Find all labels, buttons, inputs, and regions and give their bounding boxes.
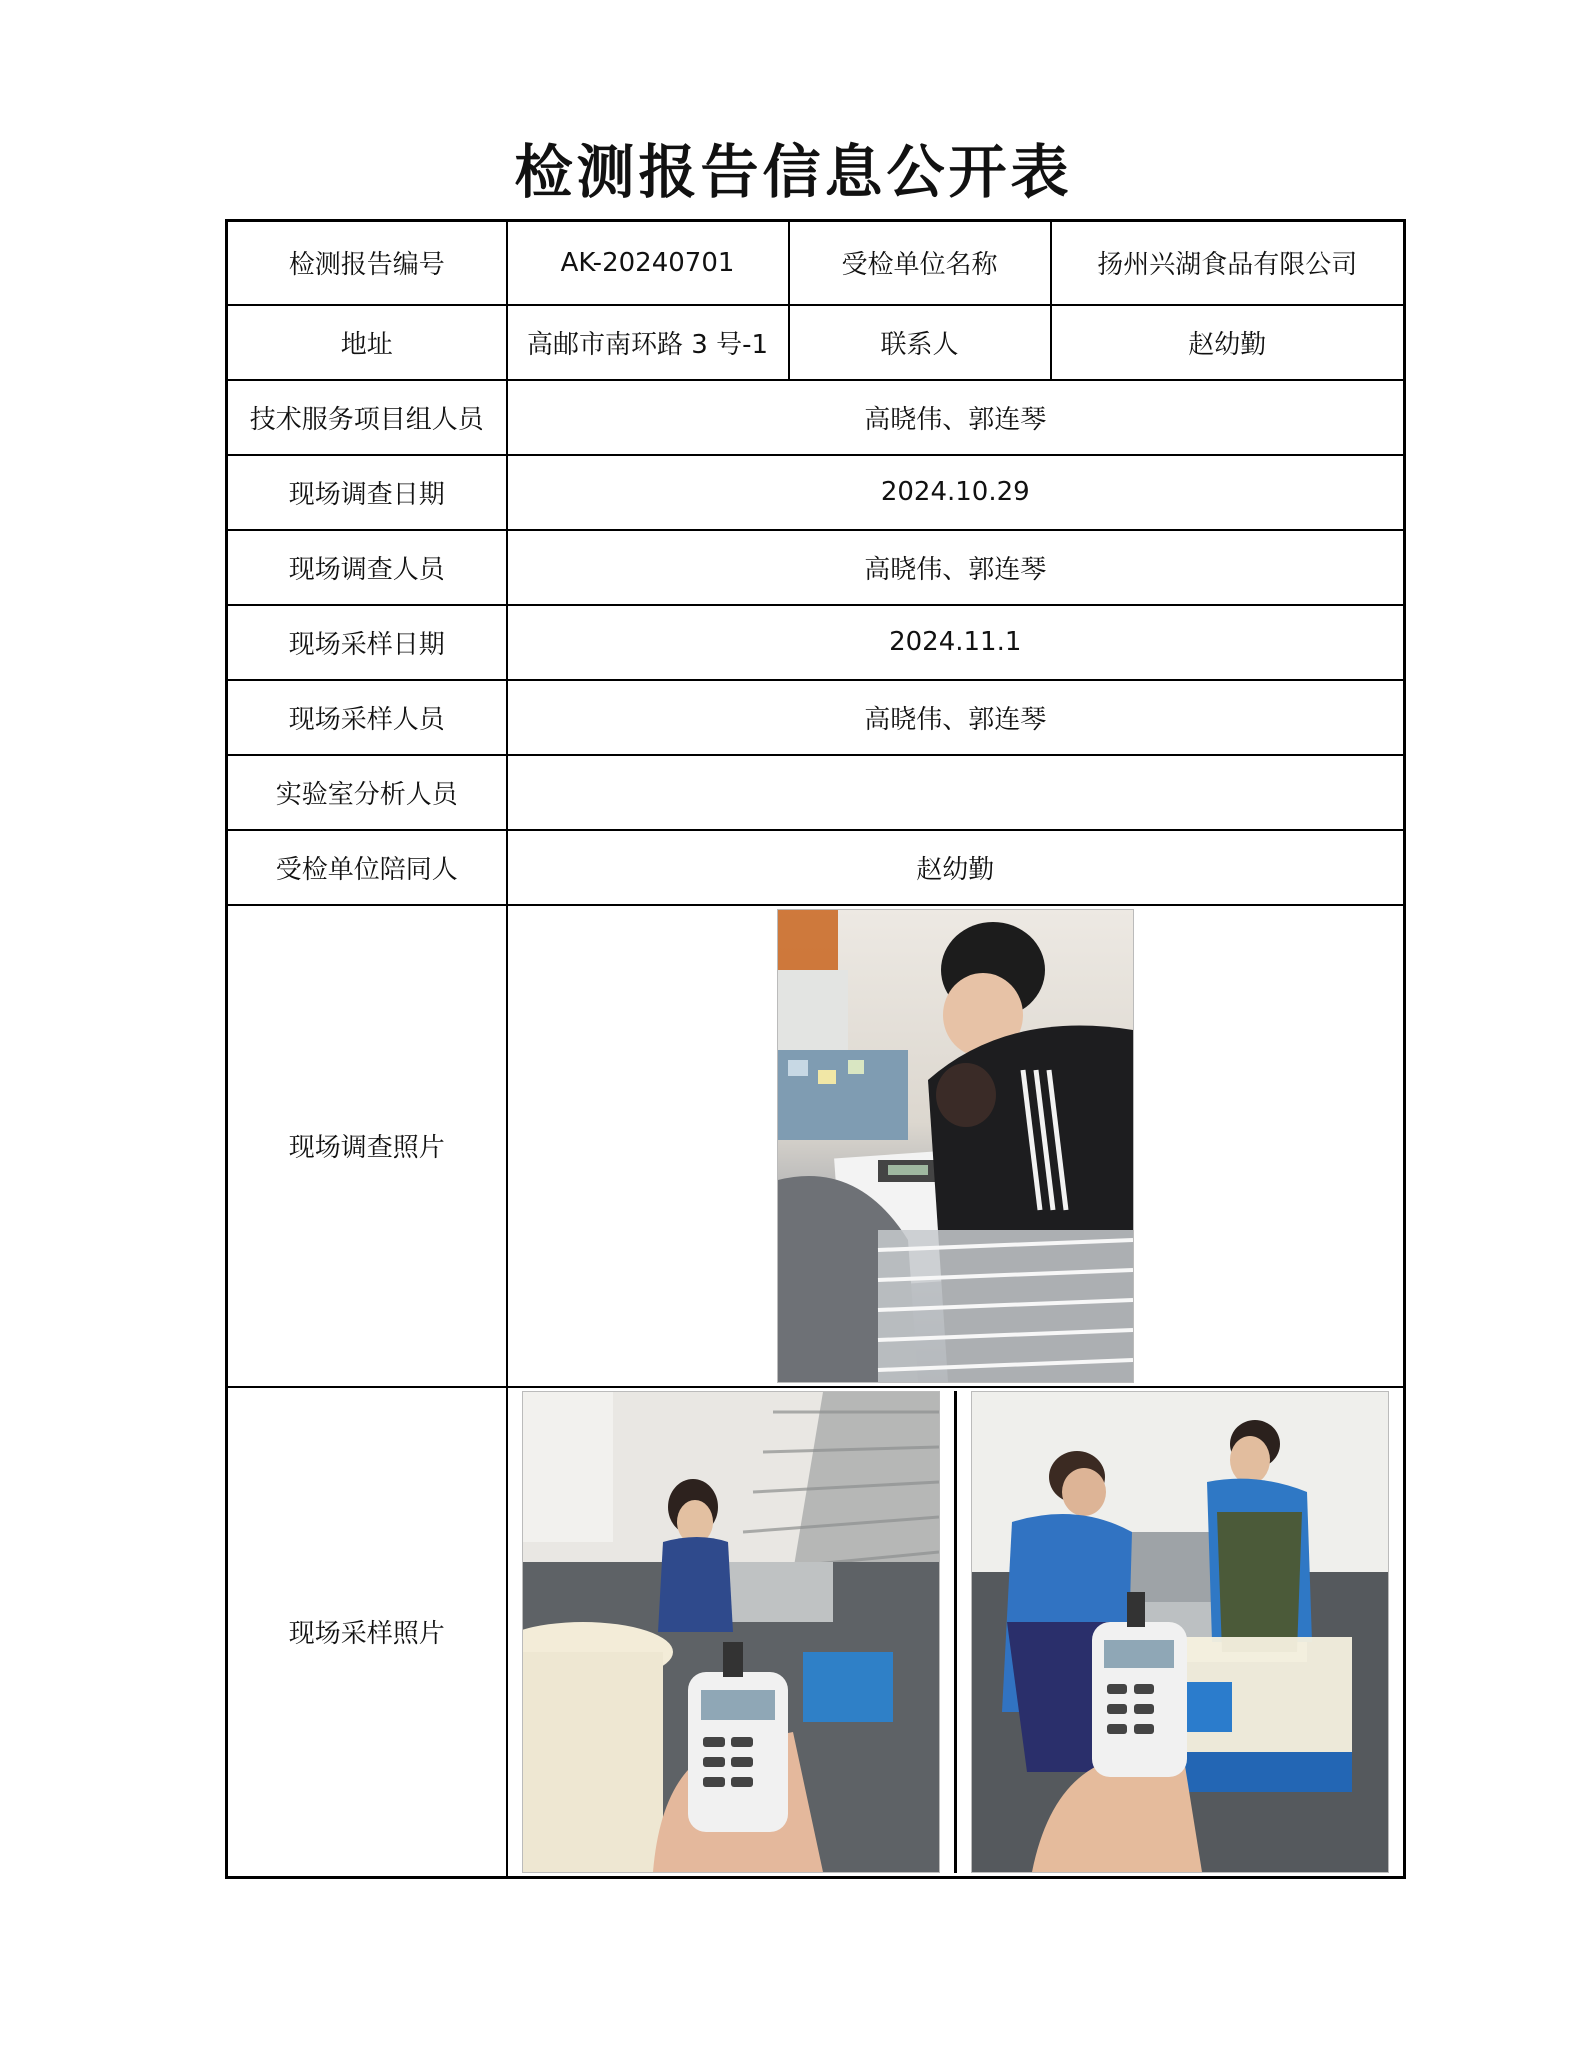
sample-staff-label: 现场采样人员 [227,680,507,755]
survey-photo-illustration [778,910,1133,1382]
survey-photo-label: 现场调查照片 [227,905,507,1387]
table-row [227,605,1405,680]
table-row [227,905,1405,1387]
lab-staff-label: 实验室分析人员 [227,755,507,830]
sample-date-label: 现场采样日期 [227,605,507,680]
sample-photo-slot-2 [954,1391,1403,1873]
report-info-table [225,219,1406,1879]
sample-photo-label: 现场采样照片 [227,1387,507,1878]
survey-date-label: 现场调查日期 [227,455,507,530]
sample-photo-1 [522,1391,940,1873]
table-row [227,755,1405,830]
page-title: 检测报告信息公开表 [514,138,1073,206]
contact-value: 赵幼勤 [1051,305,1405,380]
survey-photo [777,909,1134,1383]
table-row [227,1387,1405,1878]
table-row [227,830,1405,905]
address-label: 地址 [227,305,507,380]
table-row [227,455,1405,530]
escort-label: 受检单位陪同人 [227,830,507,905]
table-row [227,305,1405,380]
table-row [227,530,1405,605]
survey-date-value: 2024.10.29 [507,455,1405,530]
table-row [227,380,1405,455]
sample-photo-group [508,1391,1404,1873]
survey-staff-value: 高晓伟、郭连琴 [507,530,1405,605]
escort-value: 赵幼勤 [507,830,1405,905]
sample-photo-1-illustration [523,1392,939,1872]
table-row [227,680,1405,755]
unit-name-value: 扬州兴湖食品有限公司 [1051,221,1405,305]
team-value: 高晓伟、郭连琴 [507,380,1405,455]
sample-photo-2-illustration [972,1392,1388,1872]
report-no-value: AK-20240701 [507,221,789,305]
table-row [227,221,1405,305]
unit-name-label: 受检单位名称 [789,221,1051,305]
sample-staff-value: 高晓伟、郭连琴 [507,680,1405,755]
survey-photo-cell [507,905,1405,1387]
address-value: 高邮市南环路 3 号-1 [507,305,789,380]
sample-photo-2 [971,1391,1389,1873]
sample-photo-slot-1 [508,1391,954,1873]
team-label: 技术服务项目组人员 [227,380,507,455]
contact-label: 联系人 [789,305,1051,380]
sample-photo-cell [507,1387,1405,1878]
survey-staff-label: 现场调查人员 [227,530,507,605]
sample-date-value: 2024.11.1 [507,605,1405,680]
report-no-label: 检测报告编号 [227,221,507,305]
lab-staff-value [507,755,1405,830]
